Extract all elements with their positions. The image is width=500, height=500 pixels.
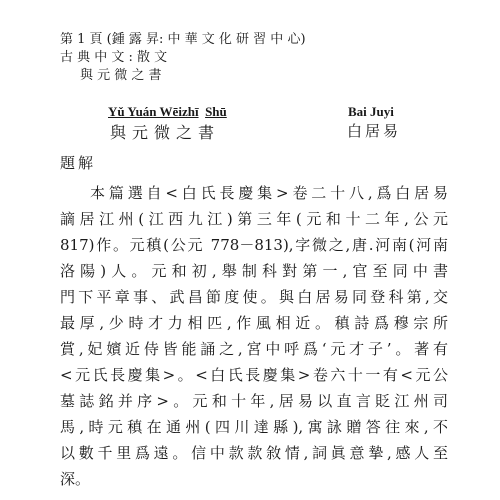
body-line: 深。 (60, 470, 91, 488)
title-pinyin-main: Yǔ Yuán Wēizhī (108, 104, 199, 119)
body-line: 本篇選自<白氏長慶集>卷二十八,爲白居易 (90, 184, 448, 202)
body-line: 門下平章事、武昌節度使。與白居易同登科第,交 (60, 288, 448, 306)
author-chinese: 白居易 (347, 122, 402, 140)
body-line: <元氏長慶集>。<白氏長慶集>卷六十一有<元公 (60, 366, 448, 384)
body-line: 817)作。元稹(公元 778－813),字微之,唐.河南(河南 (60, 236, 448, 254)
header-article-title: 與 元 微 之 書 (80, 68, 162, 83)
title-pinyin (108, 104, 227, 120)
author-pinyin: Bai Juyi (348, 104, 394, 119)
header-page-info: 第 1 頁 (鍾 露 昇: 中 華 文 化 研 習 中 心) (60, 32, 306, 47)
body-line: 洛陽)人。元和初,舉制科對第一,官至同中書 (60, 262, 448, 280)
body-paragraph (60, 180, 448, 492)
body-line: 賞,妃嬪近侍皆能誦之,宮中呼爲‘元才子’。著有 (60, 340, 448, 358)
title-chinese: 與元微之書 (110, 123, 221, 142)
body-line: 馬,時元稹在通州(四川達縣),寓詠贈答往來,不 (60, 418, 448, 436)
body-line: 墓誌銘并序>。元和十年,居易以直言貶江州司 (60, 392, 448, 410)
body-line: 以數千里爲遠。信中款款敘情,詞眞意摯,感人至 (60, 444, 448, 462)
title-pinyin-last: Shū (205, 104, 227, 119)
section-heading: 題解 (60, 154, 97, 172)
body-line: 最厚,少時才力相匹,作風相近。稹詩爲穆宗所 (60, 314, 448, 332)
header-category: 古 典 中 文 : 散 文 (60, 50, 168, 65)
body-line: 謫居江州(江西九江)第三年(元和十二年,公元 (60, 210, 448, 228)
